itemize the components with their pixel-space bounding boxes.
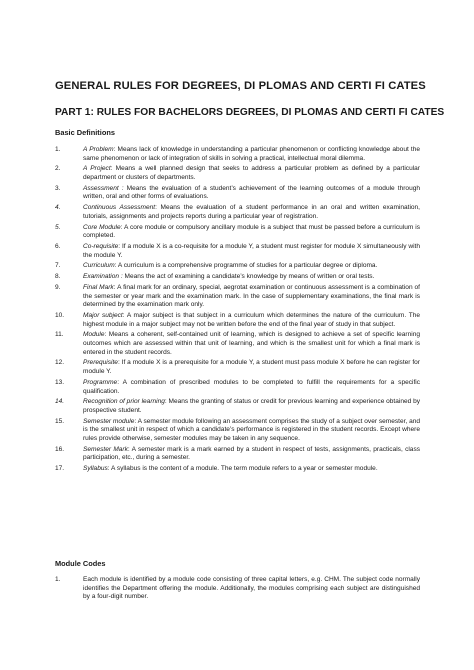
definition-term: Curriculum	[83, 262, 115, 270]
definition-number: 3.	[55, 184, 61, 192]
document-title: GENERAL RULES FOR DEGREES, DI PLOMAS AND CERTI FI CATES	[55, 80, 426, 92]
definition-number: 9.	[55, 283, 61, 291]
definition-term: Prerequisite	[83, 359, 118, 367]
definition-item	[55, 465, 420, 474]
definition-text: : A semester mark is a mark earned by a student in respect of tests, assignments, practicals, class participation, etc., during a semester.	[83, 445, 420, 462]
definition-number: 7.	[55, 262, 61, 270]
definition-body	[83, 359, 420, 376]
definitions-list	[55, 146, 420, 476]
definition-body	[83, 165, 420, 182]
definition-number: 4.	[55, 204, 61, 212]
definition-number: 2.	[55, 165, 61, 173]
definition-text: : A major subject is that subject in a curriculum which determines the nature of the curriculum. The highest module in a major subject may not be written before the end of the final year of study in that subject.	[83, 312, 420, 328]
definition-number: 10.	[55, 312, 65, 319]
definition-term: Module	[83, 331, 105, 339]
definition-term: A Problem	[83, 146, 114, 153]
definition-number: 8.	[55, 273, 61, 281]
definition-body	[83, 273, 420, 282]
definition-term: Core Module	[83, 223, 121, 231]
definition-item	[55, 165, 420, 182]
definition-item	[55, 331, 420, 357]
definition-term: Final Mark	[83, 283, 114, 291]
definition-term: Recognition of prior learning	[83, 398, 165, 406]
module-codes-list	[55, 576, 420, 604]
definition-body	[83, 446, 420, 463]
definition-term: Major subject	[83, 312, 123, 319]
definition-item	[55, 359, 420, 376]
definition-text: : Means lack of knowledge in understanding a particular phenomenon or conflicting knowledge about the same phenomenon or lack of integration of skills in solving a practical, intellectual moral dilemma.	[83, 146, 420, 162]
definition-number: 1.	[55, 146, 61, 153]
definition-body	[83, 465, 420, 474]
definition-text: : A core module or compulsory ancillary module is a subject that must be passed before a curriculum is completed.	[83, 223, 420, 240]
definition-text: : A curriculum is a comprehensive programme of studies for a particular degree or diploma.	[114, 262, 378, 270]
module-code-text: Each module is identified by a module code consisting of three capital letters, e.g. CHM. The subject code normally identifies the Department offering the module. Additionally, the modules comprising each subject are distinguished by a four-digit number.	[83, 576, 420, 601]
definition-text: : A semester module following an assessment comprises the study of a subject over semester, and is the smallest unit in respect of which a candidate’s performance is registered in the student records. Except where rules provide otherwise, semester modules may be taken in any sequence.	[83, 417, 421, 442]
definition-number: 12.	[55, 359, 65, 367]
definition-text: : A syllabus is the content of a module. The term module refers to a year or semester module.	[107, 465, 378, 473]
definition-body	[83, 379, 420, 396]
definition-term: A Project	[83, 165, 111, 173]
definition-number: 16.	[55, 445, 65, 453]
definition-text: : Means a coherent, self-contained unit of learning, which is designed to achieve a set of specific learning outcomes which are assessed within that unit of learning, and which is the smallest unit for which a final mark is entered in the student records.	[83, 331, 420, 356]
definition-body	[83, 204, 420, 221]
definition-term: Syllabus	[83, 465, 108, 473]
definition-term: Co-requisite	[83, 243, 119, 251]
definition-body	[83, 312, 420, 329]
definition-number: 17.	[55, 465, 65, 473]
definition-item	[55, 204, 420, 221]
module-codes-heading: Module Codes	[55, 559, 106, 568]
definition-body	[83, 262, 420, 271]
definition-term: Continuous Assessment	[83, 204, 156, 212]
definition-body	[83, 398, 420, 415]
module-code-item	[55, 576, 420, 602]
definition-item	[55, 146, 420, 163]
definition-number: 14.	[55, 398, 65, 406]
definition-body	[83, 243, 420, 260]
definition-text: : Means a well planned design that seeks to address a particular problem as defined by a particular department or clusters of departments.	[83, 165, 420, 182]
definition-item	[55, 185, 420, 202]
basic-definitions-heading: Basic Definitions	[55, 128, 115, 137]
definition-text: Means the act of examining a candidate’s knowledge by means of written or oral tests.	[122, 273, 375, 281]
definition-number: 5.	[55, 223, 61, 231]
definition-text: : Means the granting of status or credit for previous learning and experience obtained by prospective student.	[83, 398, 421, 414]
definition-body	[83, 146, 420, 163]
definition-body	[83, 284, 420, 310]
definition-number: 6.	[55, 243, 61, 251]
definition-item	[55, 243, 420, 260]
definition-number: 11.	[55, 331, 64, 339]
definition-body	[83, 224, 420, 241]
definition-number: 13.	[55, 378, 65, 386]
definition-item	[55, 418, 420, 444]
definition-item	[55, 312, 420, 329]
definition-term: Examination :	[83, 273, 123, 281]
definition-text: : If a module X is a co-requisite for a module Y, a student must register for module X simultaneously with the module Y.	[83, 243, 420, 259]
module-code-number: 1.	[55, 576, 61, 583]
definition-body	[83, 418, 420, 444]
definition-item	[55, 379, 420, 396]
definition-text: : If a module X is a prerequisite for a module Y, a student must pass module X before he can register for module Y.	[83, 359, 420, 376]
definition-term: Semester Mark	[83, 445, 128, 453]
definition-text: : A final mark for an ordinary, special, aegrotat examination or continuous assessment is a combination of the semester or year mark and the examination mark. In the case of supplementary examinations, the final mark is determined by the examination mark only.	[83, 283, 420, 309]
part-title: PART 1: RULES FOR BACHELORS DEGREES, DI PLOMAS AND CERTI FI CATES	[55, 107, 445, 118]
definition-item	[55, 398, 420, 415]
definition-item	[55, 224, 420, 241]
definition-text: : Means the evaluation of a student performance in an oral and written examination, tutorials, assignments and projects reports during a particular year of registration.	[83, 204, 421, 220]
definition-term: Semester module	[83, 417, 135, 425]
definition-text: : A combination of prescribed modules to be completed to fulfill the requirements for a specific qualification.	[83, 378, 420, 395]
definition-item	[55, 446, 420, 463]
definition-item	[55, 284, 420, 310]
definition-item	[55, 262, 420, 271]
definition-term: Programme	[83, 378, 118, 386]
definition-number: 15.	[55, 417, 65, 425]
definition-text: Means the evaluation of a student’s achievement of the learning outcomes of a module through written, oral and other forms of evaluations.	[83, 184, 420, 201]
definition-item	[55, 273, 420, 282]
definition-term: Assessment :	[83, 184, 124, 192]
definition-body	[83, 185, 420, 202]
definition-body	[83, 331, 420, 357]
